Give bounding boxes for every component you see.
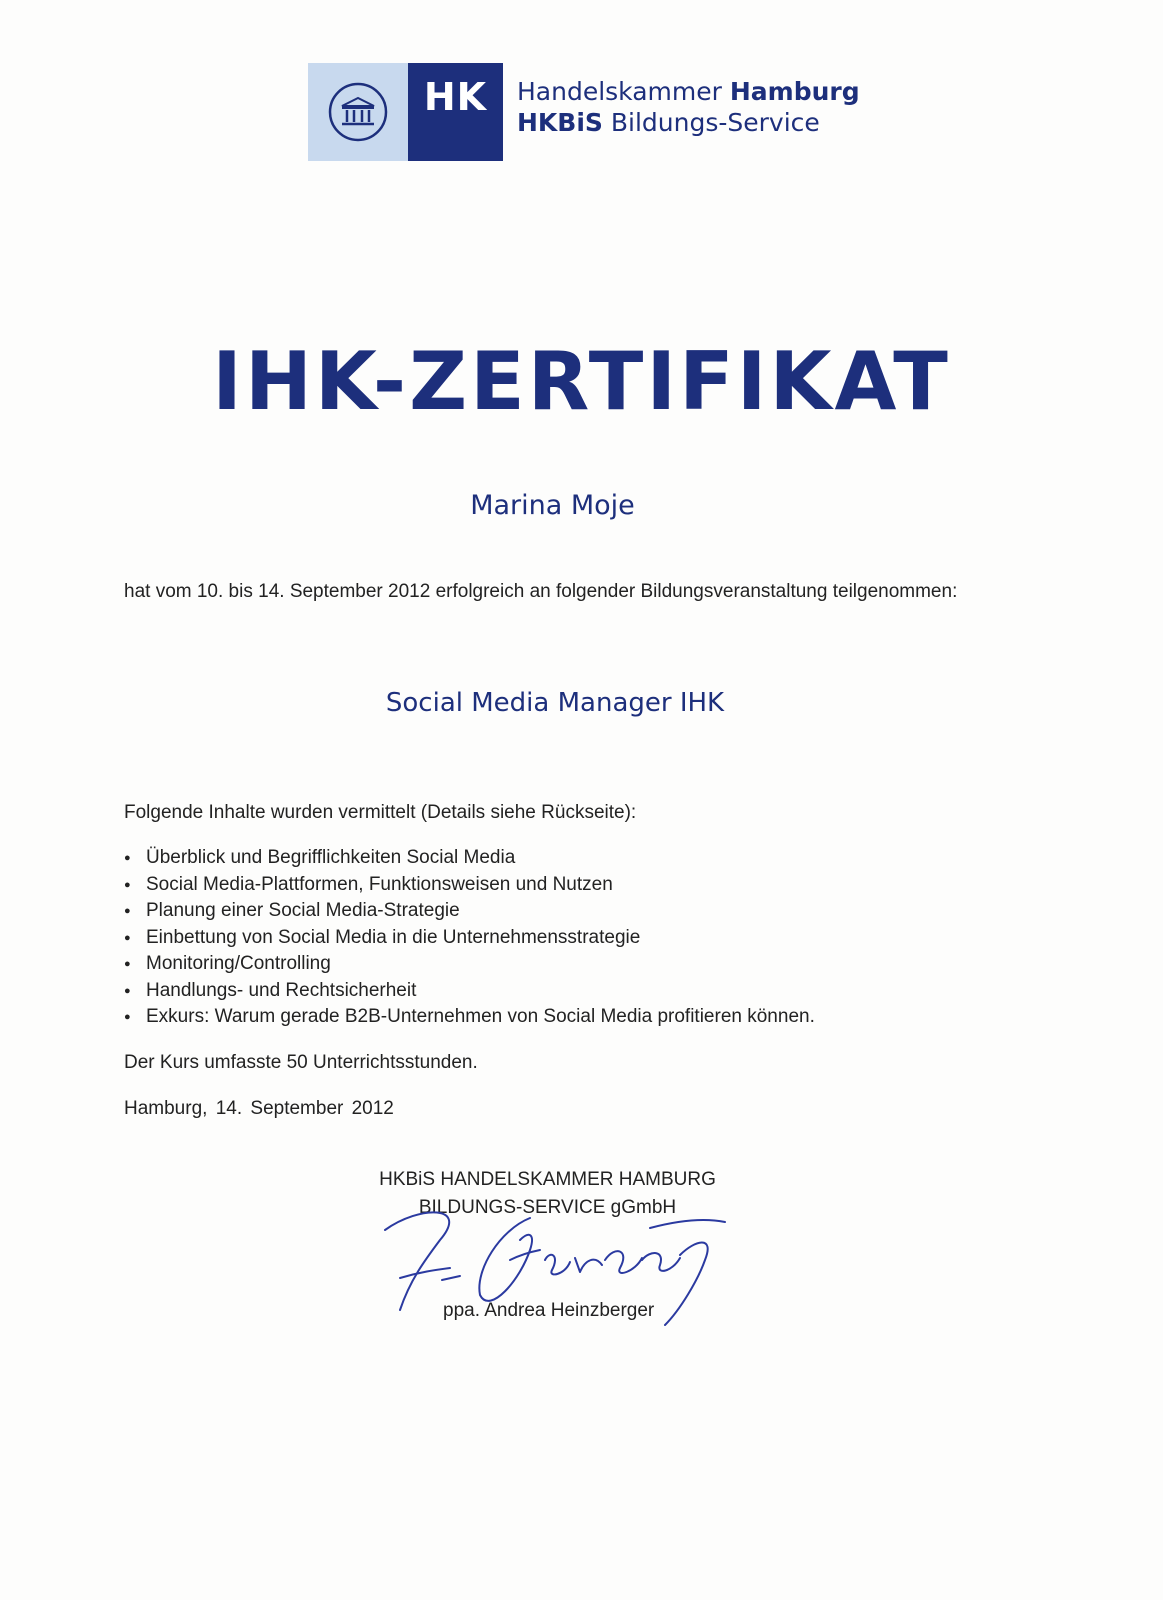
logo-mark: HK [423,75,488,119]
list-item: ● Handlungs- und Rechtsicherheit [124,978,815,1005]
issuer-line-2: BILDUNGS-SERVICE gGmbH [418,1197,677,1218]
logo-line-1 [517,76,860,107]
logo-line-2 [517,107,860,138]
contents-list [124,845,815,1031]
course-title: Social Media Manager IHK [385,688,725,718]
course-hours: Der Kurs umfasste 50 Unterrichtsstunden. [124,1052,478,1073]
logo-line-1-regular: Handelskammer [517,77,722,106]
recipient-name: Marina Moje [470,490,635,521]
certificate-title: IHK-ZERTIFIKAT [212,335,951,428]
list-item: ● Planung einer Social Media-Strategie [124,898,815,925]
logo-line-2-bold: HKBiS [517,108,603,137]
building-columns-icon [326,80,390,144]
list-item: ● Exkurs: Warum gerade B2B-Unternehmen von Social Media profitieren können. [124,1004,815,1031]
logo-wordmark [517,63,860,161]
list-item: ● Überblick und Begrifflichkeiten Social Media [124,845,815,872]
hk-logo [308,63,860,161]
contents-intro: Folgende Inhalte wurden vermittelt (Details siehe Rückseite): [124,802,637,823]
list-item: ● Einbettung von Social Media in die Unternehmensstrategie [124,925,815,952]
list-item: ● Social Media-Plattformen, Funktionsweisen und Nutzen [124,872,815,899]
issuer-line-1: HKBiS HANDELSKAMMER HAMBURG [379,1169,716,1190]
logo-line-2-regular: Bildungs-Service [610,108,820,137]
list-item: ● Monitoring/Controlling [124,951,815,978]
logo-line-1-bold: Hamburg [729,77,860,106]
signatory-name: ppa. Andrea Heinzberger [443,1300,655,1321]
logo-emblem [308,63,408,161]
place-and-date: Hamburg, 14. September 2012 [124,1098,394,1119]
logo-mark-box [408,63,503,161]
participation-statement: hat vom 10. bis 14. September 2012 erfolgreich an folgender Bildungsveranstaltung teilgenommen: [124,581,958,602]
